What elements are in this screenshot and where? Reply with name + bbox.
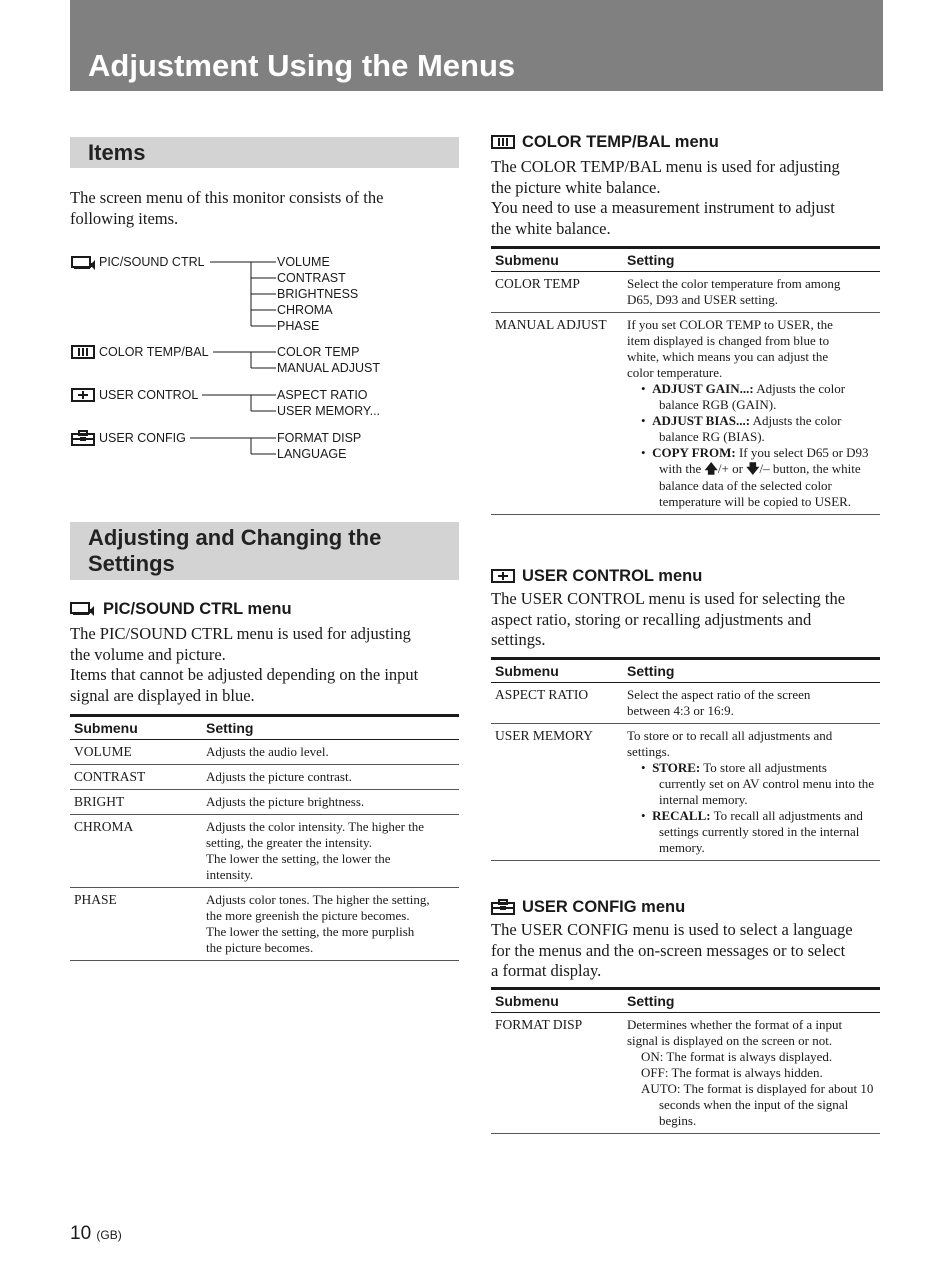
plus-box-icon <box>491 569 515 583</box>
column-header-setting: Setting <box>623 248 880 272</box>
setting-line: D65, D93 and USER setting. <box>627 292 778 307</box>
table-row <box>491 683 880 724</box>
pic-sound-description <box>70 624 459 707</box>
bullet-text: /+ or <box>717 461 747 476</box>
submenu-cell: VOLUME <box>70 740 202 765</box>
setting-line: intensity. <box>206 867 254 882</box>
diagram-subitem: PHASE <box>277 319 320 333</box>
desc-line: The COLOR TEMP/BAL menu is used for adjusting <box>491 157 840 176</box>
table-row <box>70 790 459 815</box>
setting-line: Select the aspect ratio of the screen <box>627 687 811 702</box>
setting-cell <box>202 740 459 765</box>
pic-sound-table <box>70 714 459 961</box>
table-header-row <box>491 989 880 1013</box>
color-temp-description <box>491 157 883 240</box>
setting-line: Determines whether the format of a input <box>627 1017 843 1032</box>
desc-line: Items that cannot be adjusted depending on the input <box>70 665 419 685</box>
setting-line: signal is displayed on the screen or not. <box>627 1033 833 1048</box>
bullet-lead: STORE: <box>652 760 701 775</box>
column-header-setting: Setting <box>623 659 880 683</box>
page-title: Adjustment Using the Menus <box>88 48 516 83</box>
adjust-heading-line: Adjusting and Changing the <box>88 525 382 550</box>
table-row <box>70 888 459 961</box>
region-code: (GB) <box>96 1228 122 1242</box>
diagram-subitem: ASPECT RATIO <box>277 388 368 402</box>
column-header-submenu: Submenu <box>491 248 623 272</box>
user-config-description <box>491 920 911 982</box>
table-row <box>491 313 880 515</box>
submenu-cell: USER MEMORY <box>491 724 623 861</box>
desc-line: The PIC/SOUND CTRL menu is used for adjusting <box>70 624 411 643</box>
table-row <box>491 1013 880 1134</box>
bullet-lead: ADJUST GAIN...: <box>652 381 754 396</box>
user-control-description <box>491 589 883 651</box>
bullet-text: To recall all adjustments and settings currently stored in the internal memory. <box>659 808 863 855</box>
setting-line: Adjusts the picture brightness. <box>206 794 365 809</box>
toolbox-icon <box>491 899 515 915</box>
column-header-setting: Setting <box>202 716 459 740</box>
setting-cell <box>623 272 880 313</box>
setting-line: Adjusts the picture contrast. <box>206 769 352 784</box>
setting-line: Adjusts color tones. The higher the setting, <box>206 892 430 907</box>
bullet-lead: ADJUST BIAS...: <box>652 413 751 428</box>
adjust-heading-line: Settings <box>88 551 175 576</box>
bullet-text: Adjusts the color balance RGB (GAIN). <box>659 381 846 412</box>
setting-line: between 4:3 or 16:9. <box>627 703 734 718</box>
diagram-subitem: COLOR TEMP <box>277 345 360 359</box>
bullet-text: Adjusts the color balance RG (BIAS). <box>659 413 842 444</box>
up-arrow-icon: 🡅 <box>704 462 718 477</box>
bullet-item: • ADJUST BIAS...: Adjusts the color balance RG (BIAS). <box>641 413 842 444</box>
column-header-submenu: Submenu <box>491 659 623 683</box>
setting-line: To store or to recall all adjustments and <box>627 728 833 743</box>
setting-line: settings. <box>627 744 670 759</box>
setting-line: white, which means you can adjust the <box>627 349 829 364</box>
color-temp-heading-text: COLOR TEMP/BAL menu <box>522 133 719 151</box>
plus-box-icon <box>71 388 95 402</box>
submenu-cell: CHROMA <box>70 815 202 888</box>
desc-line: The USER CONTROL menu is used for selecting the <box>491 589 846 608</box>
desc-line: aspect ratio, storing or recalling adjustments and <box>491 609 812 629</box>
pic-sound-icon <box>70 601 96 617</box>
setting-cell <box>202 815 459 888</box>
table-row <box>491 724 880 861</box>
column-header-submenu: Submenu <box>491 989 623 1013</box>
bullet-item: • RECALL: To recall all adjustments and settings currently stored in the internal memory. <box>641 808 863 855</box>
diagram-subitem: LANGUAGE <box>277 447 347 461</box>
color-temp-table <box>491 246 880 515</box>
desc-line: settings. <box>491 630 546 650</box>
setting-line: item displayed is changed from blue to <box>627 333 830 348</box>
diagram-subitem: VOLUME <box>277 255 330 269</box>
desc-line: signal are displayed in blue. <box>70 686 255 706</box>
user-config-heading-text: USER CONFIG menu <box>522 898 686 916</box>
desc-line: The USER CONFIG menu is used to select a language <box>491 920 853 939</box>
bullet-text: To store all adjustments currently set on AV control menu into the internal memory. <box>659 760 875 807</box>
desc-line: You need to use a measurement instrument to adjust <box>491 198 835 218</box>
desc-line: the volume and picture. <box>70 644 226 664</box>
table-row <box>70 765 459 790</box>
color-bars-icon <box>71 345 95 359</box>
table-header-row <box>70 716 459 740</box>
table-header-row <box>491 248 880 272</box>
down-arrow-icon: 🡇 <box>746 462 760 477</box>
items-heading: Items <box>88 140 146 165</box>
diagram-item-user-control: USER CONTROL <box>99 388 199 402</box>
desc-line: for the menus and the on-screen messages or to select <box>491 940 846 960</box>
submenu-cell: BRIGHT <box>70 790 202 815</box>
desc-line: the picture white balance. <box>491 177 661 197</box>
setting-line: The lower the setting, the lower the <box>206 851 391 866</box>
submenu-cell: ASPECT RATIO <box>491 683 623 724</box>
table-header-row <box>491 659 880 683</box>
setting-line: setting, the greater the intensity. <box>206 835 372 850</box>
bullet-text: /– button, the white balance data of the selected color temperature will be copied to USER. <box>659 461 861 509</box>
option-line: OFF: The format is always hidden. <box>641 1065 823 1080</box>
setting-cell <box>623 313 880 515</box>
setting-cell <box>202 888 459 961</box>
option-line: ON: The format is always displayed. <box>641 1049 833 1064</box>
user-control-table <box>491 657 880 861</box>
setting-line: the picture becomes. <box>206 940 314 955</box>
pic-sound-heading <box>70 599 292 619</box>
pic-sound-heading-text: PIC/SOUND CTRL menu <box>103 600 292 618</box>
setting-line: Adjusts the color intensity. The higher the <box>206 819 425 834</box>
table-row <box>491 272 880 313</box>
bullet-text: If you select D65 or D93 with the <box>659 445 869 476</box>
submenu-cell: FORMAT DISP <box>491 1013 623 1134</box>
setting-line: The lower the setting, the more purplish <box>206 924 415 939</box>
user-config-table <box>491 987 880 1134</box>
color-bars-icon <box>491 135 515 149</box>
setting-line: the more greenish the picture becomes. <box>206 908 410 923</box>
user-control-heading-text: USER CONTROL menu <box>522 567 703 585</box>
column-header-setting: Setting <box>623 989 880 1013</box>
diagram-subitem: CONTRAST <box>277 271 346 285</box>
page-footer <box>70 1223 122 1245</box>
setting-cell <box>202 765 459 790</box>
user-control-heading <box>491 566 702 586</box>
pic-sound-icon <box>71 255 97 271</box>
adjust-heading <box>88 525 381 577</box>
option-line: AUTO: The format is displayed for about 10 seconds when the input of the signal begins. <box>641 1081 874 1128</box>
bullet-item: • ADJUST GAIN...: Adjusts the color balance RGB (GAIN). <box>641 381 846 412</box>
setting-cell <box>202 790 459 815</box>
bullet-item: • COPY FROM: If you select D65 or D93 with the 🡅/+ or 🡇/– button, the white balance data of the selected color temperature will be copied to USER. <box>641 445 869 509</box>
desc-line: a format display. <box>491 961 602 981</box>
column-header-submenu: Submenu <box>70 716 202 740</box>
setting-line: color temperature. <box>627 365 723 380</box>
diagram-item-pic-sound: PIC/SOUND CTRL <box>99 255 205 269</box>
setting-line: Adjusts the audio level. <box>206 744 329 759</box>
table-row <box>70 740 459 765</box>
bullet-lead: RECALL: <box>652 808 711 823</box>
color-temp-heading <box>491 132 719 152</box>
setting-line: Select the color temperature from among <box>627 276 841 291</box>
bullet-item: • STORE: To store all adjustments currently set on AV control menu into the internal memory. <box>641 760 875 807</box>
submenu-cell: PHASE <box>70 888 202 961</box>
setting-cell <box>623 683 880 724</box>
diagram-subitem: BRIGHTNESS <box>277 287 359 301</box>
user-config-heading <box>491 897 685 917</box>
diagram-subitem: FORMAT DISP <box>277 431 362 445</box>
toolbox-icon <box>71 430 95 446</box>
desc-line: the white balance. <box>491 219 611 239</box>
submenu-cell: MANUAL ADJUST <box>491 313 623 515</box>
items-intro: The screen menu of this monitor consists of the following items. <box>70 188 384 228</box>
setting-cell <box>623 724 880 861</box>
diagram-subitem: MANUAL ADJUST <box>277 361 381 375</box>
diagram-subitem: CHROMA <box>277 303 333 317</box>
diagram-subitem: USER MEMORY... <box>277 404 381 418</box>
bullet-lead: COPY FROM: <box>652 445 736 460</box>
adjust-section-bar <box>70 522 459 580</box>
submenu-cell: CONTRAST <box>70 765 202 790</box>
submenu-cell: COLOR TEMP <box>491 272 623 313</box>
setting-cell <box>623 1013 880 1134</box>
diagram-item-user-config: USER CONFIG <box>99 431 186 445</box>
diagram-item-color-temp: COLOR TEMP/BAL <box>99 345 209 359</box>
page-number: 10 <box>70 1223 92 1244</box>
table-row <box>70 815 459 888</box>
setting-line: If you set COLOR TEMP to USER, the <box>627 317 833 332</box>
